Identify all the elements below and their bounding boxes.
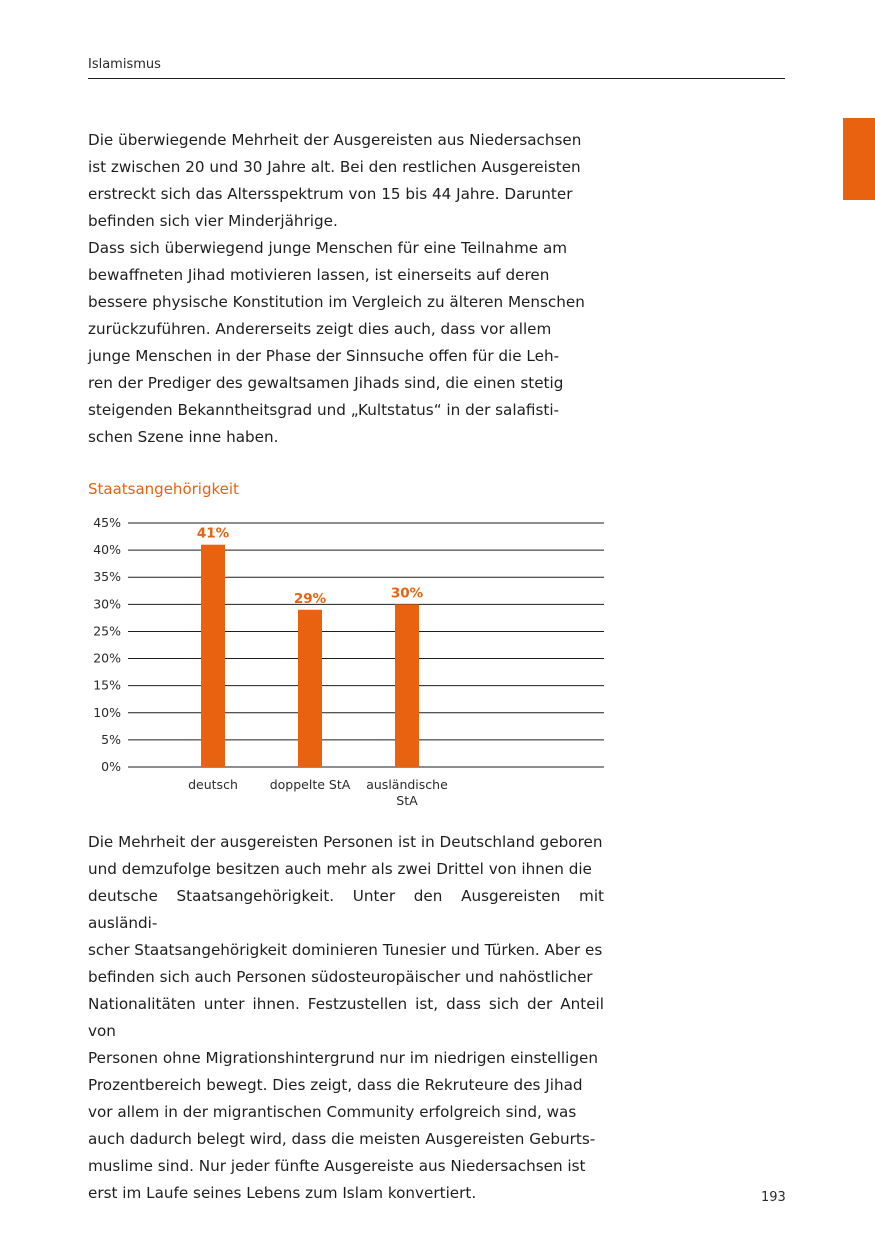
text-line: Personen ohne Migrationshintergrund nur im niedrigen einstelligen <box>88 1049 598 1067</box>
text-line: ist zwischen 20 und 30 Jahre alt. Bei den restlichen Ausgereisten <box>88 158 581 176</box>
text-line: Nationalitäten unter ihnen. Festzustellen ist, dass sich der Anteil von <box>88 995 604 1040</box>
category-label: StA <box>396 793 418 808</box>
y-tick-label: 5% <box>101 731 121 747</box>
text-line: Die überwiegende Mehrheit der Ausgereisten aus Niedersachsen <box>88 131 582 149</box>
paragraph-nationality <box>88 829 604 1207</box>
data-label: 30% <box>390 585 424 602</box>
text-line: bessere physische Konstitution im Vergleich zu älteren Menschen <box>88 293 585 311</box>
y-tick-label: 20% <box>93 650 121 666</box>
bar <box>395 604 419 767</box>
text-line: befinden sich auch Personen südosteuropäischer und nahöstlicher <box>88 968 593 986</box>
text-line: auch dadurch belegt wird, dass die meisten Ausgereisten Geburts- <box>88 1130 596 1148</box>
text-line: befinden sich vier Minderjährige. <box>88 212 338 230</box>
chapter-tab-marker <box>843 118 875 200</box>
y-tick-label: 10% <box>93 704 121 720</box>
text-line: steigenden Bekanntheitsgrad und „Kultstatus“ in der salafisti- <box>88 401 560 419</box>
text-line: erstreckt sich das Altersspektrum von 15 bis 44 Jahre. Darunter <box>88 185 573 203</box>
text-line: Die Mehrheit der ausgereisten Personen ist in Deutschland geboren <box>88 833 603 851</box>
text-line: ren der Prediger des gewaltsamen Jihads sind, die einen stetig <box>88 374 564 392</box>
text-line: muslime sind. Nur jeder fünfte Ausgereiste aus Niedersachsen ist <box>88 1157 586 1175</box>
running-head: Islamismus <box>88 57 161 72</box>
text-line: Prozentbereich bewegt. Dies zeigt, dass die Rekruteure des Jihad <box>88 1076 583 1094</box>
y-tick-label: 45% <box>93 515 121 530</box>
bar <box>298 610 322 767</box>
category-label: ausländische <box>366 777 448 792</box>
category-label: doppelte StA <box>269 777 351 792</box>
nationality-bar-chart <box>80 512 620 817</box>
data-label: 29% <box>293 590 327 607</box>
text-line: junge Menschen in der Phase der Sinnsuche offen für die Leh- <box>88 347 560 365</box>
y-tick-label: 25% <box>93 623 121 639</box>
paragraph-age <box>88 127 604 451</box>
category-label: deutsch <box>188 777 238 792</box>
text-line: bewaffneten Jihad motivieren lassen, ist einerseits auf deren <box>88 266 550 284</box>
text-line: vor allem in der migrantischen Community erfolgreich sind, was <box>88 1103 577 1121</box>
text-line: scher Staatsangehörigkeit dominieren Tunesier und Türken. Aber es <box>88 941 603 959</box>
text-line: deutsche Staatsangehörigkeit. Unter den Ausgereisten mit ausländi- <box>88 887 604 932</box>
header-rule <box>88 78 785 79</box>
text-line: zurückzuführen. Andererseits zeigt dies auch, dass vor allem <box>88 320 552 338</box>
chart-title: Staatsangehörigkeit <box>88 480 239 498</box>
y-tick-label: 0% <box>101 759 121 774</box>
y-tick-label: 15% <box>93 677 121 693</box>
page-number: 193 <box>761 1190 786 1205</box>
bar <box>201 545 225 767</box>
text-line: Dass sich überwiegend junge Menschen für eine Teilnahme am <box>88 239 568 257</box>
data-label: 41% <box>196 525 230 542</box>
text-line: erst im Laufe seines Lebens zum Islam konvertiert. <box>88 1184 477 1202</box>
y-tick-label: 30% <box>93 596 121 612</box>
y-tick-label: 40% <box>93 542 121 558</box>
text-line: und demzufolge besitzen auch mehr als zwei Drittel von ihnen die <box>88 860 592 878</box>
text-line: schen Szene inne haben. <box>88 428 279 446</box>
y-tick-label: 35% <box>93 569 121 585</box>
